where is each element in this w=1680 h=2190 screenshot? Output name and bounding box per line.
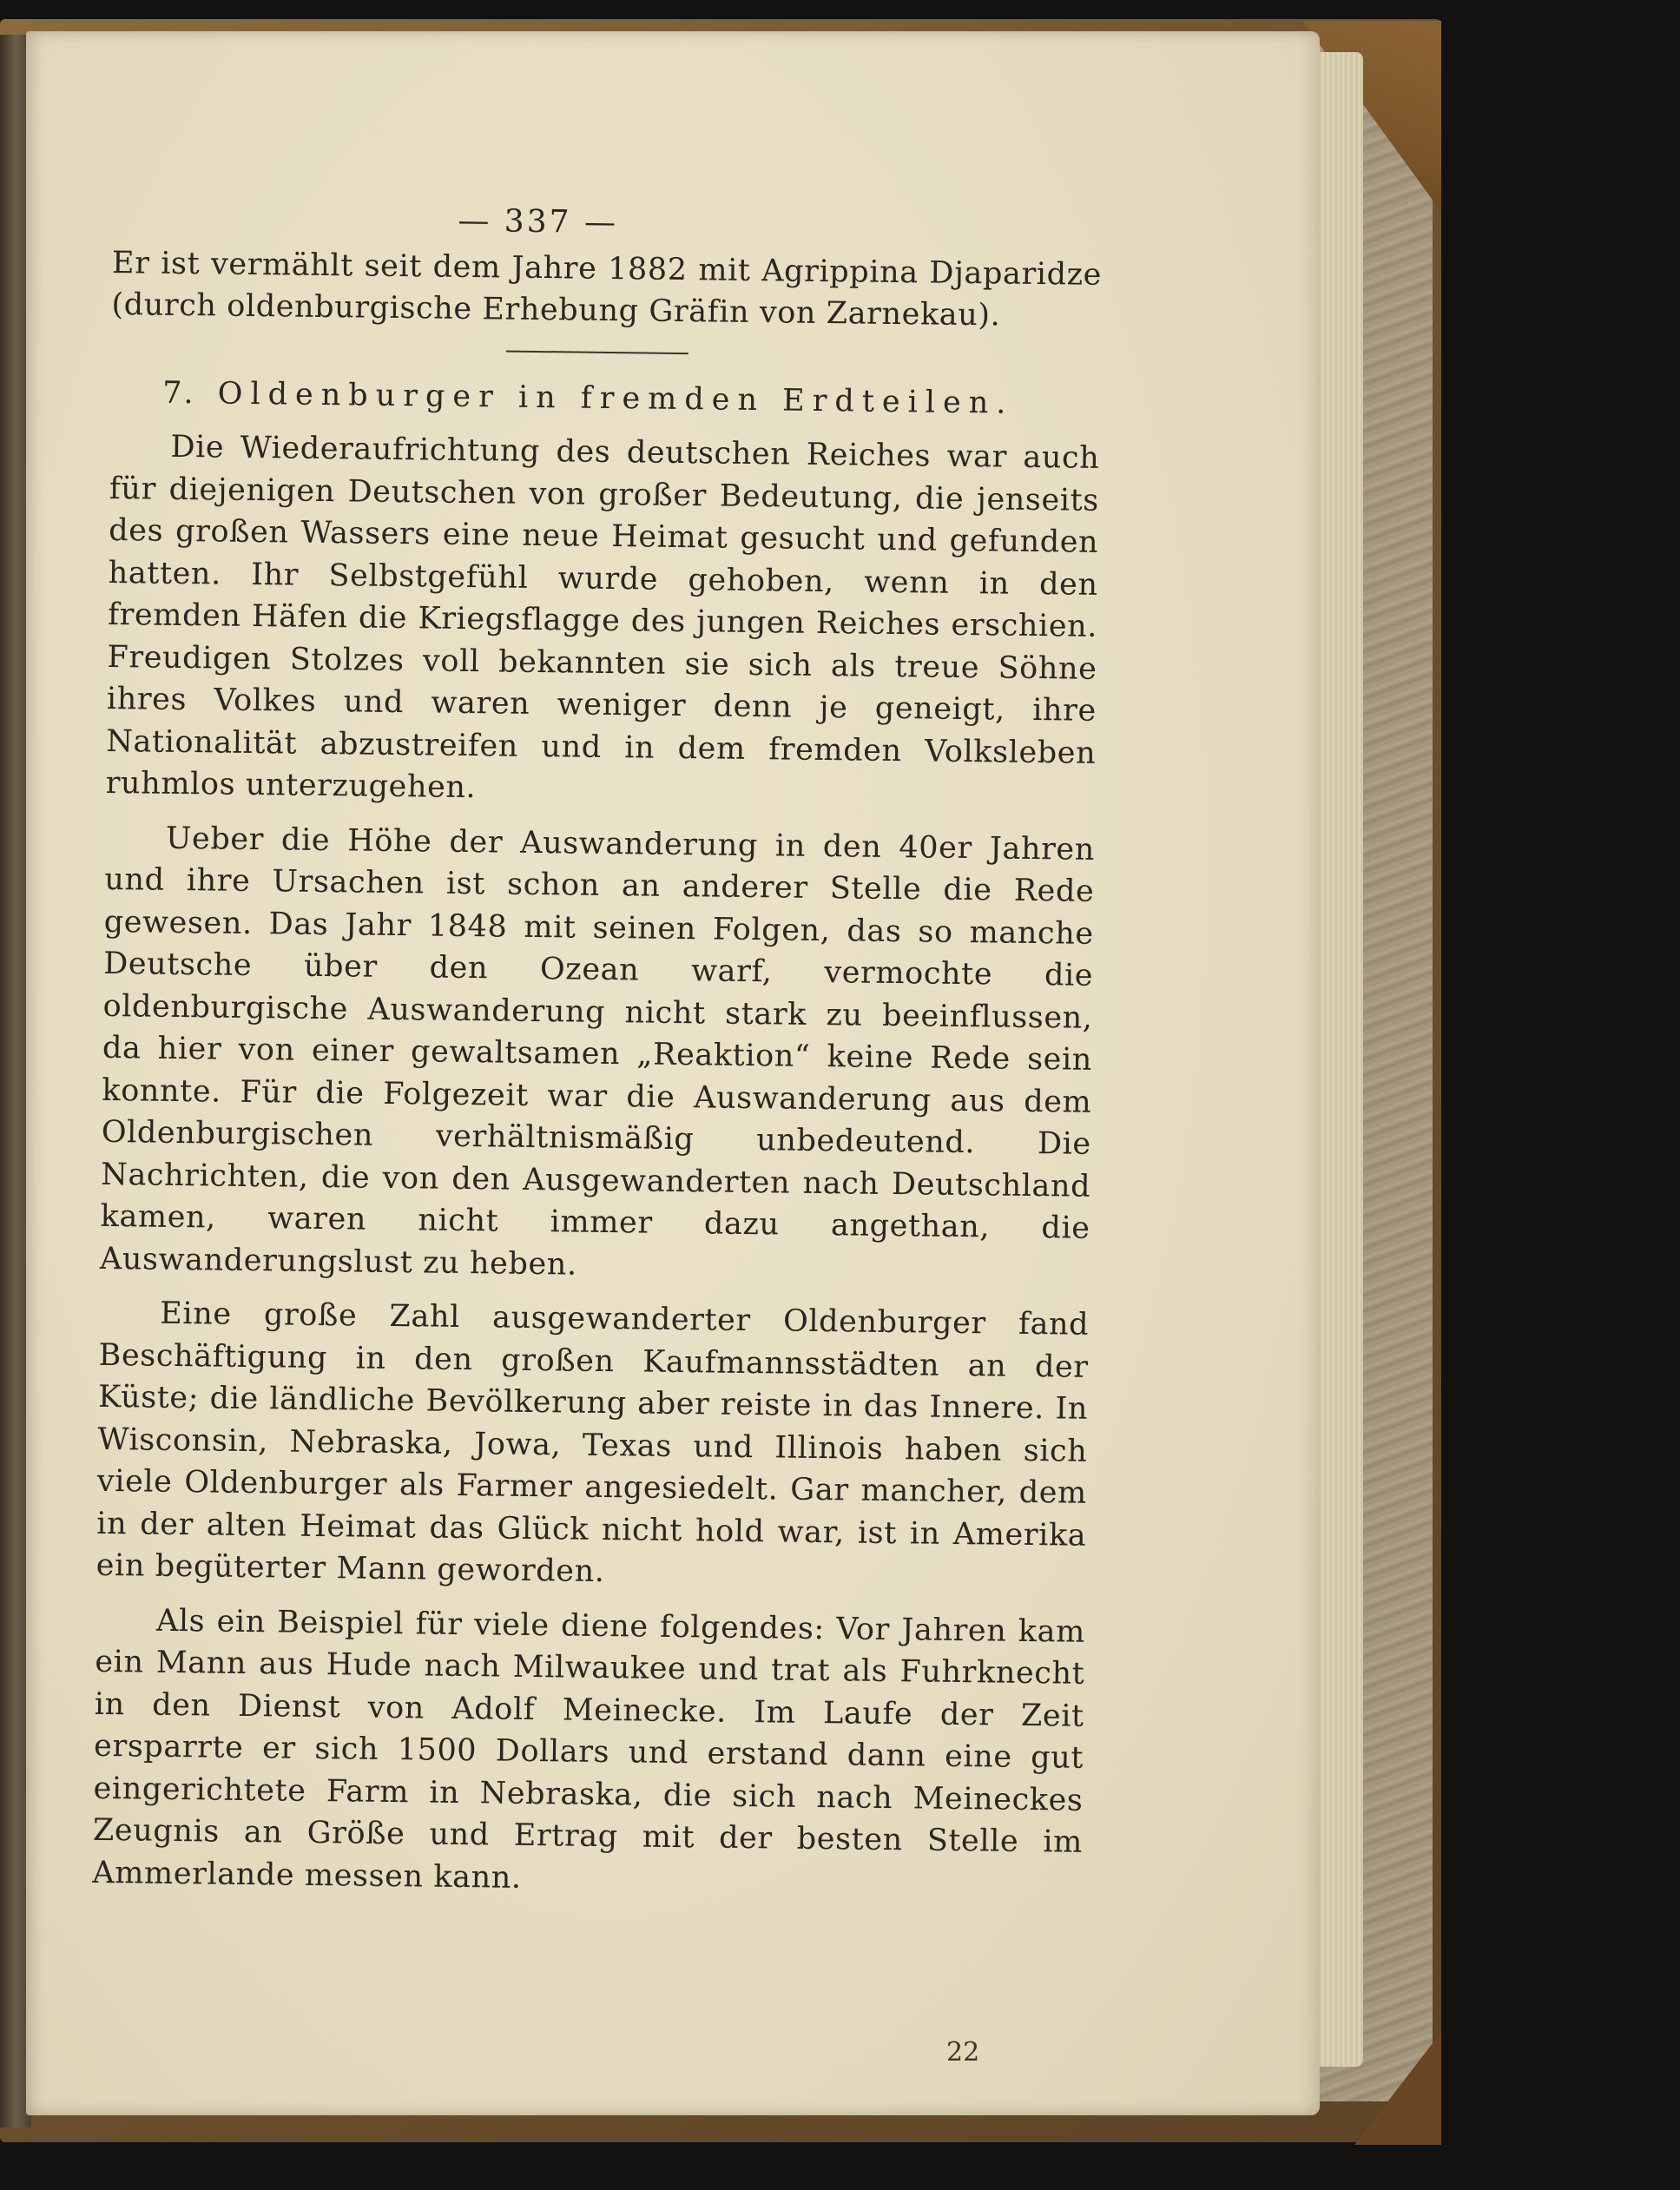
page-number: — 337 — <box>458 202 619 241</box>
section-divider <box>506 350 688 354</box>
section-heading <box>162 372 1101 425</box>
paragraph-marriage: Er ist vermählt seit dem Jahre 1882 mit Agrippina Djaparidze (durch oldenburgische Erhebung Gräfin von Zarnekau). <box>111 245 1103 333</box>
section-number: 7. <box>161 375 195 411</box>
book-page <box>26 31 1320 2115</box>
paragraph-emigration: Ueber die Höhe der Auswanderung in den 40er Jahren und ihre Ursachen ist schon an anderer Stelle die Rede gewesen. Das Jahr 1848 mit seinen Folgen, das so manche Deutsche über den Ozean warf, vermochte die oldenburgische Auswanderung nicht stark zu beeinflussen, da hier von einer gewaltsamen „Reaktion“ keine Rede sein konnte. Für die Folgezeit war die Auswanderung aus dem Oldenburgischen verhältnismäßig unbedeutend. Die Nachrichten, die von den Ausgewanderten nach Deutschland kamen, waren nicht immer dazu angethan, die Auswanderungslust zu heben. <box>99 821 1096 1283</box>
page-text <box>92 196 1103 1918</box>
paragraph-reich: Die Wiederaufrichtung des deutschen Reiches war auch für diejenigen Deutschen von großer Bedeutung, die jenseits des großen Wassers eine neue Heimat gesucht und gefunden hatten. Ihr Selbstgefühl wurde gehoben, wenn in den fremden Häfen die Kriegsflagge des jungen Reiches erschien. Freudigen Stolzes voll bekannten sie sich als treue Söhne ihres Volkes und waren weniger denn je geneigt, ihre Nationalität abzustreifen und in dem fremden Volksleben ruhmlos unterzugehen. <box>105 429 1100 806</box>
paragraph-farmers: Eine große Zahl ausgewanderter Oldenburger fand Beschäftigung in den großen Kaufmannsstädten an der Küste; die ländliche Bevölkerung aber reiste in das Innere. In Wisconsin, Nebraska, Jowa, Texas und Illinois haben sich viele Oldenburger als Farmer angesiedelt. Gar mancher, dem in der alten Heimat das Glück nicht hold war, ist in Amerika ein begüterter Mann geworden. <box>96 1296 1090 1590</box>
section-title: Oldenburger in fremden Erdteilen. <box>217 375 1014 421</box>
paragraph-example: Als ein Beispiel für viele diene folgendes: Vor Jahren kam ein Mann aus Hude nach Milwaukee und trat als Fuhrknecht in den Dienst von Adolf Meinecke. Im Laufe der Zeit ersparrte er sich 1500 Dollars und erstand dann eine gut eingerichtete Farm in Nebraska, die sich nach Meineckes Zeugnis an Größe und Ertrag mit der besten Stelle im Ammerlande messen kann. <box>92 1603 1086 1896</box>
signature-mark: 22 <box>946 2037 980 2068</box>
